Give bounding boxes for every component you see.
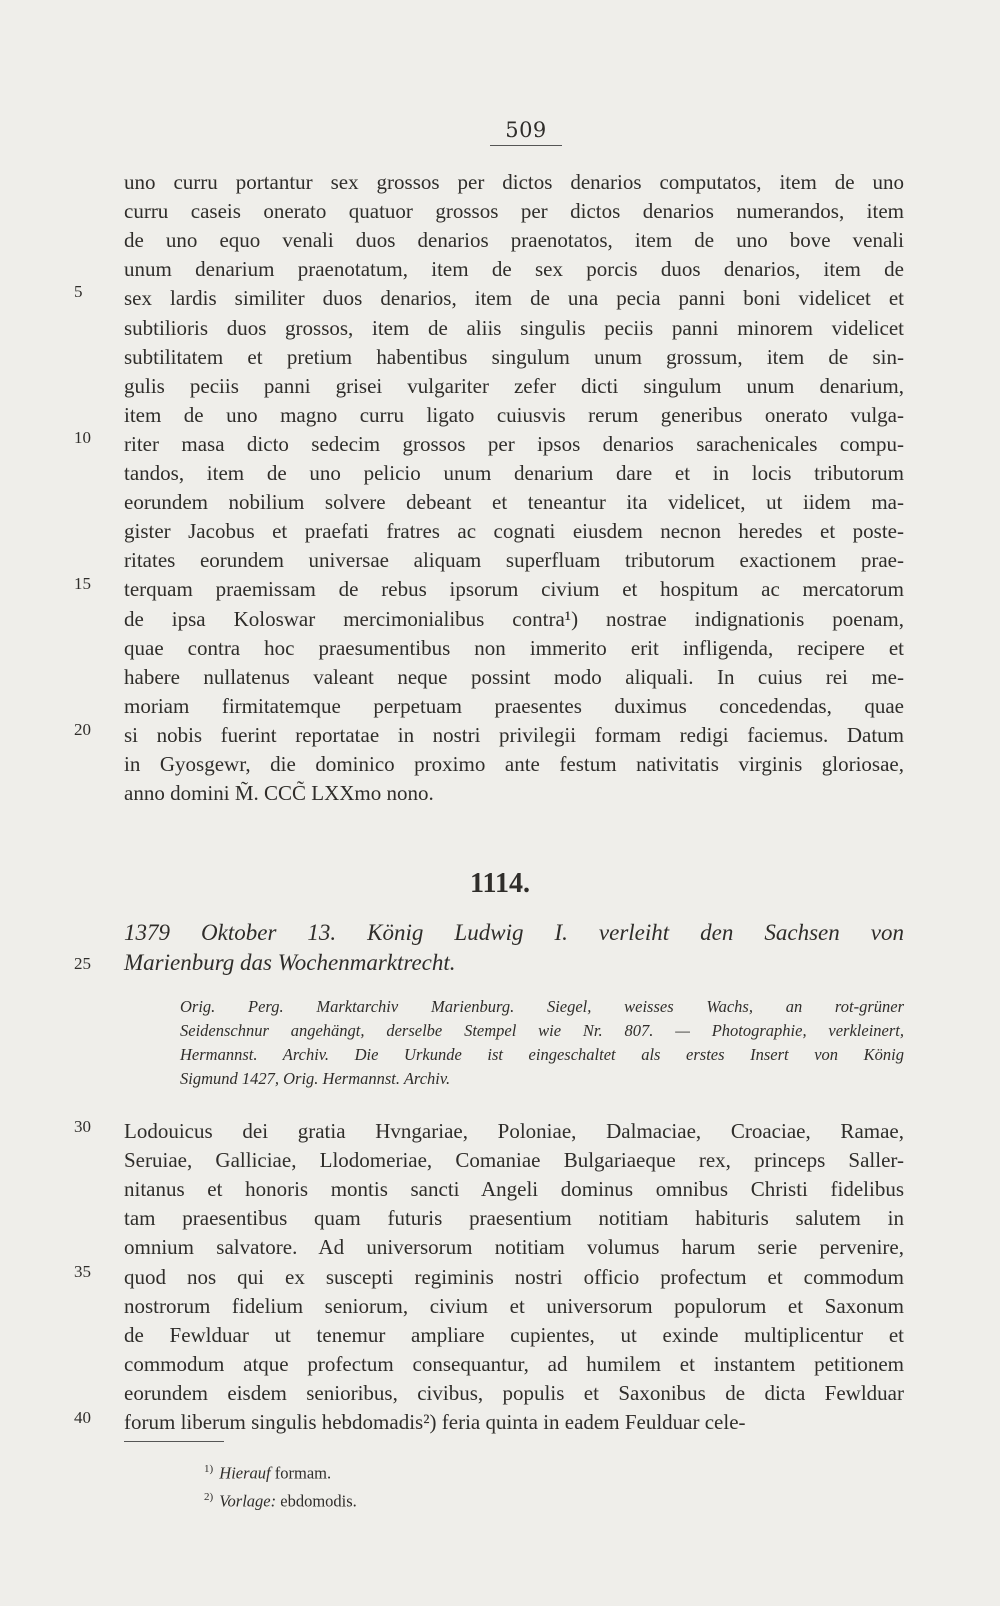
- line-number: 25: [74, 954, 91, 973]
- document-number: 1114.: [470, 868, 530, 899]
- text-line: quod nos qui ex suscepti regiminis nostri officio profectum et commodum: [124, 1264, 904, 1289]
- line-number: 35: [74, 1262, 91, 1281]
- text-line: moriam firmitatemque perpetuam praesentes duximus concedendas, quae: [124, 693, 904, 718]
- text-line: commodum atque profectum consequantur, ad humilem et instantem petitionem: [124, 1351, 904, 1376]
- text-line: curru caseis onerato quatuor grossos per dictos denarios numerandos, item: [124, 199, 904, 224]
- footnote-2: [204, 1486, 357, 1513]
- text-line: eorundem eisdem senioribus, civibus, populis et Saxonibus de dicta Fewlduar: [124, 1380, 904, 1405]
- source-note-line: Orig. Perg. Marktarchiv Marienburg. Siegel, weisses Wachs, an rot-grüner: [180, 997, 904, 1016]
- document-heading-line-1: 1379 Oktober 13. König Ludwig I. verleiht den Sachsen von: [124, 920, 904, 945]
- text-line: ritates eorundem universae aliquam superfluam tributorum exactionem prae-: [124, 548, 904, 573]
- text-line: nitanus et honoris montis sancti Angeli dominus omnibus Christi fidelibus: [124, 1177, 904, 1202]
- line-number: 30: [74, 1117, 91, 1136]
- text-line: unum denarium praenotatum, item de sex porcis duos denarios, item de: [124, 257, 904, 282]
- text-line: subtilioris duos grossos, item de aliis singulis peciis panni minorem videlicet: [124, 315, 904, 340]
- text-line: gulis peciis panni grisei vulgariter zefer dicti singulum unum denarium,: [124, 373, 904, 398]
- footnote-label: Hierauf: [219, 1463, 271, 1483]
- line-number: 10: [74, 428, 91, 447]
- document-heading-line-2: Marienburg das Wochenmarktrecht.: [124, 950, 456, 975]
- text-line: quae contra hoc praesumentibus non immerito erit infligenda, recipere et: [124, 635, 904, 660]
- source-note-line: Seidenschnur angehängt, derselbe Stempel wie Nr. 807. — Photographie, verkleinert,: [180, 1021, 904, 1040]
- text-line: habere nullatenus valeant neque possint modo aliquali. In cuius rei me-: [124, 664, 904, 689]
- text-line: riter masa dicto sedecim grossos per ipsos denarios sarachenicales compu-: [124, 431, 904, 456]
- text-line: terquam praemissam de rebus ipsorum civium et hospitum ac mercatorum: [124, 577, 904, 602]
- footnote-text: formam.: [274, 1463, 332, 1483]
- line-number: 20: [74, 720, 91, 739]
- text-line: anno domini M̃. CCC̃ LXXmo nono.: [124, 781, 434, 806]
- text-line: Lodouicus dei gratia Hvngariae, Poloniae, Dalmaciae, Croaciae, Ramae,: [124, 1119, 904, 1143]
- text-line: subtilitatem et pretium habentibus singulum unum grossum, item de sin-: [124, 344, 904, 369]
- text-line: tam praesentibus quam futuris praesentium notitiam habituris salutem in: [124, 1206, 904, 1231]
- source-note: [180, 995, 904, 1091]
- footnote-mark: 2): [204, 1491, 214, 1503]
- page-number: 509: [490, 118, 562, 146]
- footnote-label: Vorlage:: [219, 1491, 277, 1511]
- text-line: in Gyosgewr, die dominico proximo ante festum nativitatis virginis gloriosae,: [124, 752, 904, 776]
- text-line: gister Jacobus et praefati fratres ac cognati eiusdem necnon heredes et poste-: [124, 519, 904, 544]
- text-line: si nobis fuerint reportatae in nostri privilegii formam redigi faciemus. Datum: [124, 722, 904, 747]
- source-note-line: Sigmund 1427, Orig. Hermannst. Archiv.: [180, 1069, 451, 1088]
- text-line: tandos, item de uno pelicio unum denarium dare et in locis tributorum: [124, 461, 904, 485]
- line-number: 5: [74, 282, 83, 301]
- source-note-line: Hermannst. Archiv. Die Urkunde ist eingeschaltet als erstes Insert von König: [180, 1045, 904, 1064]
- text-line: de uno equo venali duos denarios praenotatos, item de uno bove venali: [124, 228, 904, 253]
- text-line: Seruiae, Galliciae, Llodomeriae, Comaniae Bulgariaeque rex, princeps Saller-: [124, 1148, 904, 1173]
- text-line: nostrorum fidelium seniorum, civium et universorum populorum et Saxonum: [124, 1293, 904, 1318]
- text-line: uno curru portantur sex grossos per dictos denarios computatos, item de uno: [124, 170, 904, 194]
- footnote-text: ebdomodis.: [280, 1491, 357, 1511]
- text-line: eorundem nobilium solvere debeant et teneantur ita videlicet, ut iidem ma-: [124, 490, 904, 515]
- footnote-rule: [124, 1441, 224, 1442]
- text-line: de ipsa Koloswar mercimonialibus contra¹) nostrae indignationis poenam,: [124, 606, 904, 631]
- text-line: sex lardis similiter duos denarios, item de una pecia panni boni videlicet et: [124, 286, 904, 311]
- text-line: item de uno magno curru ligato cuiusvis rerum generibus onerato vulga-: [124, 402, 904, 427]
- line-number: 15: [74, 574, 91, 593]
- footnote-1: [204, 1458, 331, 1485]
- line-number: 40: [74, 1408, 91, 1427]
- footnote-mark: 1): [204, 1463, 214, 1475]
- text-line: omnium salvatore. Ad universorum notitiam volumus harum serie pervenire,: [124, 1235, 904, 1260]
- text-line: de Fewlduar ut tenemur ampliare cupientes, ut exinde multiplicentur et: [124, 1322, 904, 1347]
- text-line: forum liberum singulis hebdomadis²) feria quinta in eadem Feulduar cele-: [124, 1410, 746, 1434]
